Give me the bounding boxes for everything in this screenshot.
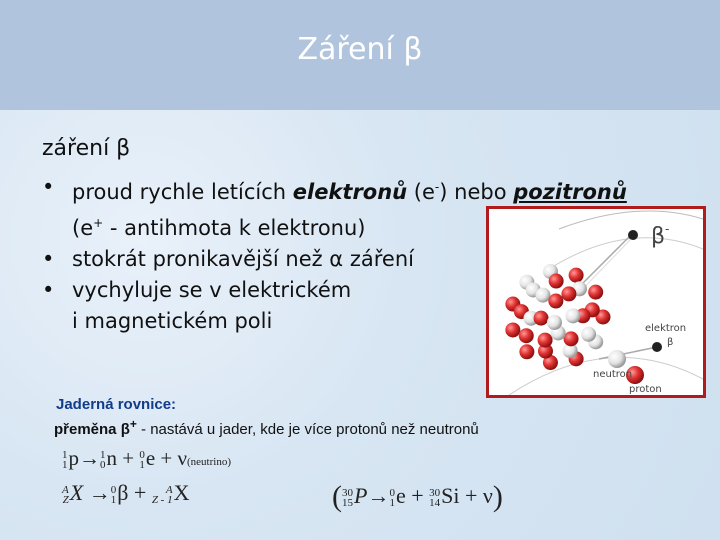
mass-number: 30 [342, 486, 353, 499]
atomic-number: 1 [110, 493, 117, 506]
nucleon-ball [549, 274, 564, 289]
bullet-text: i magnetickém poli [72, 309, 273, 333]
electron-label: elektron [645, 323, 687, 334]
section-heading: záření β [42, 136, 131, 161]
nucleon-ball [569, 268, 584, 283]
atomic-number: 1 [389, 496, 395, 509]
paren: ) [492, 480, 503, 513]
equation-phosphorus-decay [332, 480, 503, 514]
bullet-text: vychyluje se v elektrickém [72, 278, 352, 302]
plus: + [160, 446, 173, 470]
bullet-text: proud rychle letících [72, 180, 293, 204]
mass-number: A [62, 483, 69, 496]
equation-proton-decay [62, 446, 231, 471]
nucleon-ball [505, 322, 520, 337]
transform-label: přeměna β [54, 421, 130, 438]
bullet-text: stokrát pronikavější než α záření [72, 247, 414, 271]
symbol: Si [441, 483, 460, 508]
equation-heading: Jaderná rovnice: [56, 396, 177, 413]
nucleon-ball [547, 315, 562, 330]
symbol: X [173, 480, 190, 505]
nucleon-ball [565, 308, 580, 323]
transform-description [54, 417, 479, 438]
nucleon-ball [519, 344, 534, 359]
transform-text: - nastává u jader, kde je více protonů než neutronů [136, 421, 479, 438]
positrons-term: pozitronů [513, 180, 627, 204]
nucleon-ball [538, 333, 553, 348]
proton-label: proton [629, 384, 662, 395]
atomic-number: 14 [429, 496, 441, 509]
mass-number: 1 [100, 449, 106, 462]
bullet-text: - antihmota k elektronu) [103, 216, 366, 240]
mass-number: 0 [110, 483, 117, 496]
superscript: + [93, 216, 104, 230]
nucleon-ball [535, 288, 550, 303]
symbol: ν [482, 483, 493, 508]
nucleon-ball [564, 331, 579, 346]
symbol: e [395, 483, 406, 508]
plus: + [465, 483, 478, 508]
mass-number: 0 [389, 486, 395, 499]
mass-number: 0 [139, 449, 145, 462]
neutron-label: neutron [593, 369, 633, 380]
beta-decay-illustration [486, 206, 706, 398]
nucleon-ball [588, 285, 603, 300]
plus: + [122, 446, 135, 470]
symbol: p [68, 446, 79, 470]
bullet-text: ) nebo [439, 180, 514, 204]
atomic-number: Z [62, 493, 69, 506]
nucleon-ball [548, 294, 563, 309]
bullet-text: (e [72, 216, 94, 240]
nucleon-ball [519, 328, 534, 343]
mass-number: 1 [62, 449, 68, 462]
bullet-dot: • [42, 175, 55, 199]
atomic-number: 0 [100, 459, 106, 472]
electron-icon [652, 342, 662, 352]
superscript: + [129, 417, 137, 431]
plus: + [133, 480, 147, 505]
bullet-dot: • [42, 278, 55, 302]
symbol: ν [177, 446, 188, 470]
arrow: → [88, 480, 111, 505]
atomic-number: 15 [342, 496, 353, 509]
arrow: → [367, 483, 390, 508]
bullet-text: (e [407, 180, 435, 204]
electron-icon [628, 230, 638, 240]
mass-number: 30 [429, 486, 441, 499]
atomic-number: 1 [139, 459, 145, 472]
nucleon-ball [581, 327, 596, 342]
symbol: e [145, 446, 156, 470]
nucleon-ball [561, 286, 576, 301]
symbol: β [117, 480, 129, 505]
paren: ( [332, 480, 342, 513]
beta-small-label: β [667, 337, 674, 348]
atomic-number: 1 [62, 459, 68, 472]
superscript: - [434, 180, 440, 194]
neutron-icon [608, 350, 626, 368]
symbol: X [69, 480, 84, 505]
symbol: n [106, 446, 117, 470]
atomic-number: Z - 1 [151, 493, 173, 506]
slide-title: Záření β [297, 32, 423, 67]
plus: + [411, 483, 424, 508]
nucleus-diagram [489, 209, 703, 395]
arrow: → [79, 446, 100, 470]
electrons-term: elektronů [292, 180, 408, 204]
symbol: P [354, 483, 368, 508]
equation-general-beta [62, 480, 189, 506]
neutrino-label: (neutrino) [187, 456, 231, 468]
nucleon-ball [534, 311, 549, 326]
bullet-dot: • [42, 247, 55, 271]
beta-minus-label: β- [651, 222, 670, 249]
mass-number: A [165, 483, 173, 496]
